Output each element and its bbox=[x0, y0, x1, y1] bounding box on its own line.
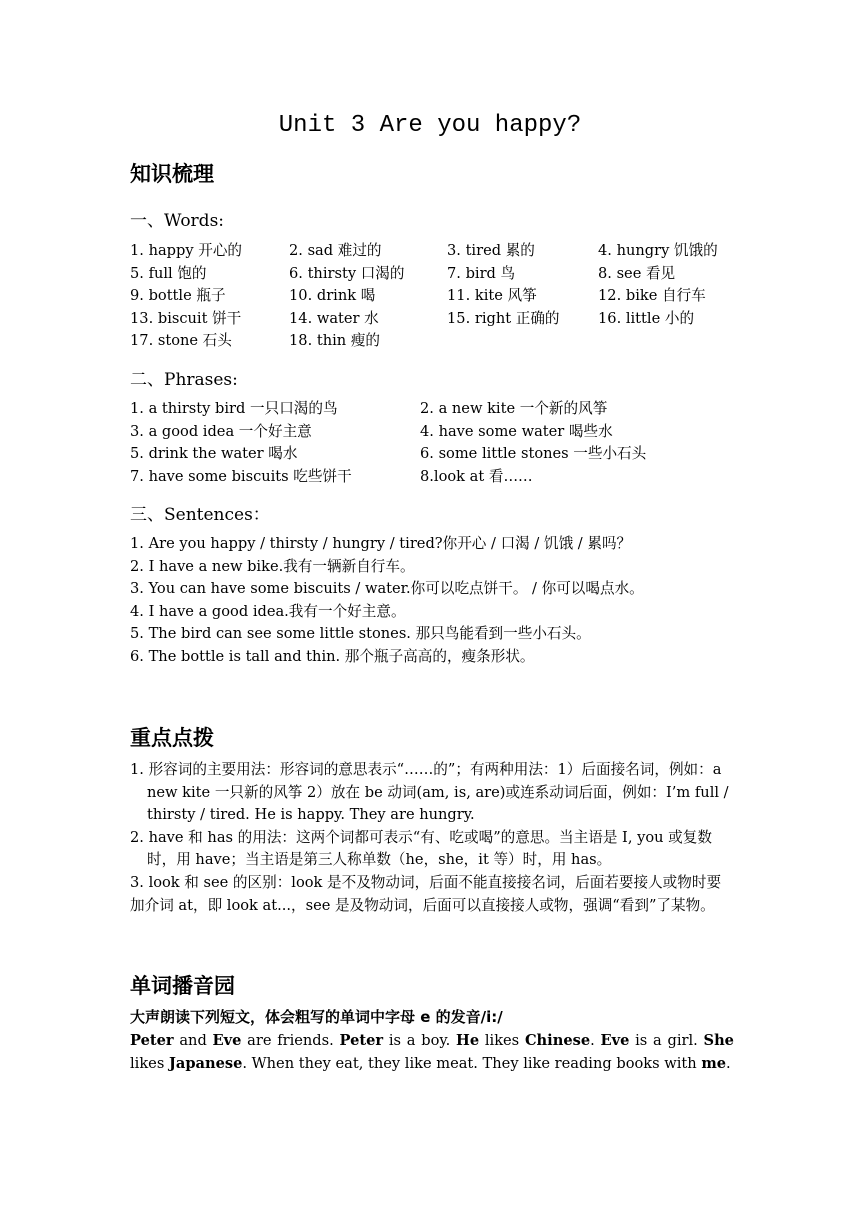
passage-text: is a boy. bbox=[383, 1032, 457, 1049]
key-point: 1. 形容词的主要用法：形容词的意思表示“……的”；有两种用法：1）后面接名词，例如：a new kite 一只新的风筝 2）放在 be 动词(am, is, are)或连系动词后面，例如：I’m full / thirsty / tired. He is happy. They are hungry. bbox=[130, 761, 729, 824]
phrases-heading: 二、Phrases: bbox=[130, 370, 238, 390]
highlighted-word: me bbox=[701, 1054, 727, 1072]
sentences-heading: 三、Sentences： bbox=[130, 505, 270, 525]
highlighted-word: Japanese bbox=[168, 1054, 243, 1072]
word-item: 4. hungry 饥饿的 bbox=[598, 242, 718, 259]
highlighted-word: He bbox=[456, 1032, 480, 1049]
sentences-list bbox=[130, 533, 740, 669]
key-points bbox=[130, 759, 734, 917]
word-item: 5. full 饱的 bbox=[130, 264, 207, 282]
phrase-item: 3. a good idea 一个好主意 bbox=[130, 422, 312, 440]
word-item: 1. happy 开心的 bbox=[130, 242, 243, 259]
phrases-list bbox=[130, 398, 740, 488]
highlighted-word: Chinese bbox=[524, 1032, 591, 1049]
word-item: 16. little 小的 bbox=[598, 309, 695, 327]
word-item: 9. bottle 瓶子 bbox=[130, 287, 226, 305]
section-heading-knowledge: 知识梳理 bbox=[130, 162, 214, 186]
passage-text: is a girl. bbox=[629, 1032, 704, 1049]
highlighted-word: Peter bbox=[339, 1032, 384, 1049]
sentence-item: 2. I have a new bike.我有一辆新自行车。 bbox=[130, 557, 415, 575]
highlighted-word: She bbox=[703, 1032, 734, 1049]
phrase-item: 5. drink the water 喝水 bbox=[130, 445, 298, 463]
highlighted-word: Eve bbox=[212, 1032, 242, 1049]
passage-text: . bbox=[590, 1032, 601, 1049]
word-item: 3. tired 累的 bbox=[447, 242, 535, 259]
word-item: 8. see 看见 bbox=[598, 264, 676, 282]
word-item: 18. thin 瘦的 bbox=[289, 332, 381, 350]
highlighted-word: Peter bbox=[130, 1032, 174, 1049]
passage-text: likes bbox=[479, 1032, 525, 1049]
section-heading-key-points: 重点点拨 bbox=[130, 726, 214, 750]
word-item: 13. biscuit 饼干 bbox=[130, 309, 242, 327]
word-item: 2. sad 难过的 bbox=[289, 242, 382, 259]
words-heading: 一、Words: bbox=[130, 211, 225, 231]
phrase-item: 4. have some water 喝些水 bbox=[420, 422, 613, 440]
word-item: 14. water 水 bbox=[289, 309, 379, 327]
section-heading-phonics: 单词播音园 bbox=[130, 974, 235, 998]
highlighted-word: Eve bbox=[600, 1032, 630, 1049]
word-item: 6. thirsty 口渴的 bbox=[289, 264, 405, 282]
passage-text: . bbox=[726, 1054, 731, 1072]
passage-text: likes bbox=[130, 1054, 169, 1072]
word-item: 10. drink 喝 bbox=[289, 287, 376, 305]
key-point: 3. look 和 see 的区别：look 是不及物动词，后面不能直接接名词，后面若要接人或物时要加介词 at，即 look at...，see 是及物动词，后面可以直接接人或物，强调“看到”了某物。 bbox=[130, 873, 722, 914]
passage-text: . When they eat, they like meat. They like reading books with bbox=[242, 1054, 702, 1072]
phonics-passage bbox=[130, 1030, 734, 1075]
word-item: 12. bike 自行车 bbox=[598, 287, 706, 305]
passage-text: and bbox=[173, 1032, 213, 1049]
words-list bbox=[130, 240, 740, 353]
word-item: 7. bird 鸟 bbox=[447, 264, 516, 282]
sentence-item: 1. Are you happy / thirsty / hungry / tired?你开心 / 口渴 / 饥饿 / 累吗？ bbox=[130, 535, 632, 552]
phonics-instruction: 大声朗读下列短文，体会粗写的单词中字母 e 的发音/i:/ bbox=[130, 1008, 503, 1026]
passage-text: are friends. bbox=[241, 1032, 340, 1049]
phrase-item: 8.look at 看…… bbox=[420, 467, 533, 485]
sentence-item: 3. You can have some biscuits / water.你可以吃点饼干。 / 你可以喝点水。 bbox=[130, 580, 644, 598]
key-point: 2. have 和 has 的用法：这两个词都可表示“有、吃或喝”的意思。当主语是 I, you 或复数时，用 have；当主语是第三人称单数（he，she，it 等）时，用 has。 bbox=[130, 828, 712, 869]
phrase-item: 2. a new kite 一个新的风筝 bbox=[420, 400, 608, 417]
sentence-item: 6. The bottle is tall and thin. 那个瓶子高高的，瘦条形状。 bbox=[130, 647, 535, 665]
sentence-item: 5. The bird can see some little stones. 那只鸟能看到一些小石头。 bbox=[130, 625, 591, 643]
word-item: 17. stone 石头 bbox=[130, 332, 232, 350]
word-item: 15. right 正确的 bbox=[447, 309, 560, 327]
phrase-item: 6. some little stones 一些小石头 bbox=[420, 445, 647, 463]
phrase-item: 1. a thirsty bird 一只口渴的鸟 bbox=[130, 400, 338, 417]
phrase-item: 7. have some biscuits 吃些饼干 bbox=[130, 467, 352, 485]
word-item: 11. kite 风筝 bbox=[447, 287, 537, 305]
sentence-item: 4. I have a good idea.我有一个好主意。 bbox=[130, 602, 406, 620]
page-title: Unit 3 Are you happy? bbox=[278, 112, 582, 139]
